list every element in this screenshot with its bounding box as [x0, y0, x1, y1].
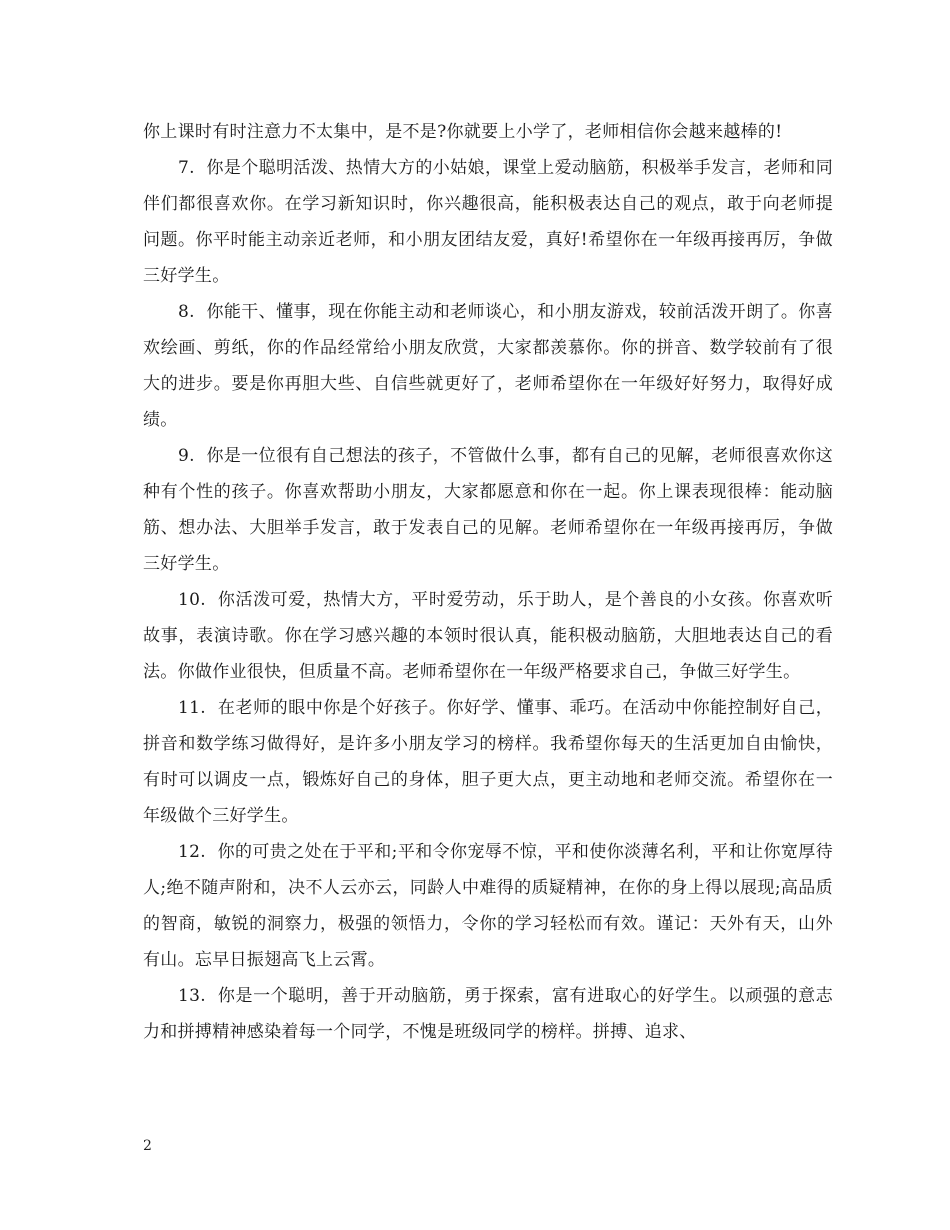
page-number: 2 — [143, 1138, 152, 1154]
paragraph-item-12: 12. 你的可贵之处在于平和;平和令你宠辱不惊，平和使你淡薄名利，平和让你宽厚待人;绝不随声附和，决不人云亦云，同龄人中难得的质疑精神，在你的身上得以展现;高品质的智商，敏锐的洞察力，极强的领悟力，令你的学习轻松而有效。谨记：天外有天，山外有山。忘早日振翅高飞上云霄。 — [143, 842, 833, 970]
paragraph-item-8: 8. 你能干、懂事，现在你能主动和老师谈心，和小朋友游戏，较前活泼开朗了。你喜欢绘画、剪纸，你的作品经常给小朋友欣赏，大家都羡慕你。你的拼音、数学较前有了很大的进步。要是你再胆大些、自信些就更好了，老师希望你在一年级好好努力，取得好成绩。 — [143, 302, 833, 430]
paragraph-item-10: 10. 你活泼可爱，热情大方，平时爱劳动，乐于助人，是个善良的小女孩。你喜欢听故事，表演诗歌。你在学习感兴趣的本领时很认真，能积极动脑筋，大胆地表达自己的看法。你做作业很快，但质量不高。老师希望你在一年级严格要求自己，争做三好学生。 — [143, 590, 833, 682]
paragraph-item-7: 7. 你是个聪明活泼、热情大方的小姑娘，课堂上爱动脑筋，积极举手发言，老师和同伴们都很喜欢你。在学习新知识时，你兴趣很高，能积极表达自己的观点，敢于向老师提问题。你平时能主动亲近老师，和小朋友团结友爱，真好!希望你在一年级再接再厉，争做三好学生。 — [143, 158, 833, 286]
paragraph-continuation: 你上课时有时注意力不太集中，是不是?你就要上小学了，老师相信你会越来越棒的! — [143, 122, 783, 142]
paragraph-item-11: 11. 在老师的眼中你是个好孩子。你好学、懂事、乖巧。在活动中你能控制好自己，拼音和数学练习做得好，是许多小朋友学习的榜样。我希望你每天的生活更加自由愉快，有时可以调皮一点，锻炼好自己的身体，胆子更大点，更主动地和老师交流。希望你在一年级做个三好学生。 — [143, 698, 833, 826]
document-body — [143, 114, 833, 1050]
paragraph-item-13: 13. 你是一个聪明，善于开动脑筋，勇于探索，富有进取心的好学生。以顽强的意志力和拼搏精神感染着每一个同学，不愧是班级同学的榜样。拼搏、追求、 — [143, 986, 833, 1042]
paragraph-item-9: 9. 你是一位很有自己想法的孩子，不管做什么事，都有自己的见解，老师很喜欢你这种有个性的孩子。你喜欢帮助小朋友，大家都愿意和你在一起。你上课表现很棒：能动脑筋、想办法、大胆举手发言，敢于发表自己的见解。老师希望你在一年级再接再厉，争做三好学生。 — [143, 446, 833, 574]
